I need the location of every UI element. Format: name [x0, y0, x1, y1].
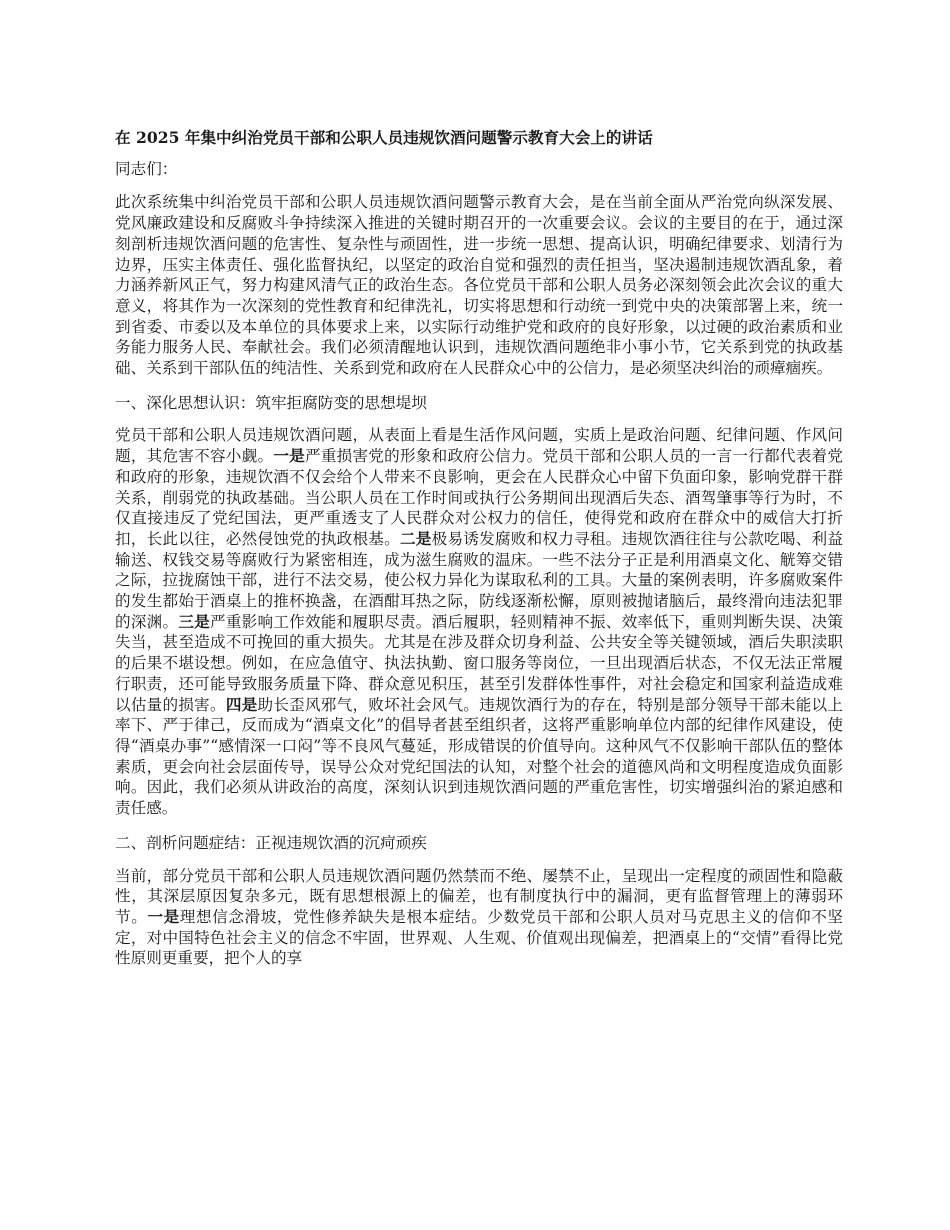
section-2-text-a: 当前，部分党员干部和公职人员违规饮酒问题仍然禁而不绝、屡禁不止，呈现出一定程度的顽固性和隐蔽性，其深层原因复杂多元，既有思想根源上的偏差，也有制度执行中的漏洞，更有监督管理上的薄弱环节。 — [115, 866, 843, 926]
section-2-heading: 二、剖析问题症结：正视违规饮酒的沉疴顽疾 — [115, 833, 427, 852]
section-2-point-1-marker: 一是 — [147, 906, 180, 926]
section-2-text-b: 理想信念滑坡，党性修养缺失是根本症结。少数党员干部和公职人员对马克思主义的信仰不坚定，对中国特色社会主义的信念不牢固，世界观、人生观、价值观出现偏差，把酒桌上的“交情”看得比党性原则更重要，把个人的享 — [115, 907, 843, 968]
document-title: 在 2025 年集中纠治党员干部和公职人员违规饮酒问题警示教育大会上的讲话 — [115, 128, 653, 147]
section-1-heading: 一、深化思想认识：筑牢拒腐防变的思想堤坝 — [115, 393, 427, 412]
section-1-text-b: 严重损害党的形象和政府公信力。党员干部和公职人员的一言一行都代表着党和政府的形象，违规饮酒不仅会给个人带来不良影响，更会在人民群众心中留下负面印象，影响党群干群关系，削弱党的执政基础。当公职人员在工作时间或执行公务期间出现酒后失态、酒驾肇事等行为时，不仅直接违反了党纪国法，更严重透支了人民群众对公权力的信任，使得党和政府在群众中的威信大打折扣，长此以往，必然侵蚀党的执政根基。 — [115, 447, 843, 548]
document-page — [115, 128, 843, 983]
section-1-text-c: 极易诱发腐败和权力寻租。违规饮酒往往与公款吃喝、利益输送、权钱交易等腐败行为紧密相连，成为滋生腐败的温床。一些不法分子正是利用酒桌文化、觥筹交错之际，拉拢腐蚀干部，进行不法交易，使公权力异化为谋取私利的工具。大量的案例表明，许多腐败案件的发生都始于酒桌上的推杯换盏，在酒酣耳热之际，防线逐渐松懈，原则被抛诸脑后，最终滑向违法犯罪的深渊。 — [115, 529, 843, 631]
section-1-point-4-marker: 四是 — [225, 694, 258, 714]
section-1-text-a: 党员干部和公职人员违规饮酒问题，从表面上看是生活作风问题，实质上是政治问题、纪律问题、作风问题，其危害不容小觑。 — [115, 426, 843, 466]
section-1-point-2-marker: 二是 — [399, 528, 432, 548]
section-1-point-1-marker: 一是 — [273, 446, 305, 466]
intro-paragraph: 此次系统集中纠治党员干部和公职人员违规饮酒问题警示教育大会，是在当前全面从严治党向纵深发展、党风廉政建设和反腐败斗争持续深入推进的关键时期召开的一次重要会议。会议的主要目的在于，通过深刻剖析违规饮酒问题的危害性、复杂性与顽固性，进一步统一思想、提高认识，明确纪律要求、划清行为边界，压实主体责任、强化监督执纪，以坚定的政治自觉和强烈的责任担当，坚决遏制违规饮酒乱象，着力涵养新风正气，努力构建风清气正的政治生态。各位党员干部和公职人员务必深刻领会此次会议的重大意义，将其作为一次深刻的党性教育和纪律洗礼，切实将思想和行动统一到党中央的决策部署上来，统一到省委、市委以及本单位的具体要求上来，以实际行动维护党和政府的良好形象，以过硬的政治素质和业务能力服务人民、奉献社会。我们必须清醒地认识到，违规饮酒问题绝非小事小节，它关系到党的执政基础、关系到干部队伍的纯洁性、关系到党和政府在人民群众心中的公信力，是必须坚决纠治的顽瘴痼疾。 — [115, 193, 843, 378]
greeting: 同志们： — [115, 159, 178, 178]
section-1-text-e: 助长歪风邪气，败坏社会风气。违规饮酒行为的存在，特别是部分领导干部未能以上率下、严于律己，反而成为“酒桌文化”的倡导者甚至组织者，这将严重影响单位内部的纪律作风建设，使得“酒桌办事”“感情深一口闷”等不良风气蔓延，形成错误的价值导向。这种风气不仅影响干部队伍的整体素质，更会向社会层面传导，误导公众对党纪国法的认知，对整个社会的道德风尚和文明程度造成负面影响。因此，我们必须从讲政治的高度，深刻认识到违规饮酒问题的严重危害性，切实增强纠治的紧迫感和责任感。 — [115, 695, 843, 818]
section-1-point-3-marker: 三是 — [178, 611, 210, 631]
section-1-text-d: 严重影响工作效能和履职尽责。酒后履职，轻则精神不振、效率低下，重则判断失误、决策失当，甚至造成不可挽回的重大损失。尤其是在涉及群众切身利益、公共安全等关键领域，酒后失职渎职的后果不堪设想。例如，在应急值守、执法执勤、窗口服务等岗位，一旦出现酒后状态，不仅无法正常履行职责，还可能导致服务质量下降、群众意见积压，甚至引发群体性事件，对社会稳定和国家利益造成难以估量的损害。 — [115, 612, 843, 714]
section-2-paragraph — [115, 866, 843, 970]
section-1-paragraph — [115, 425, 843, 818]
